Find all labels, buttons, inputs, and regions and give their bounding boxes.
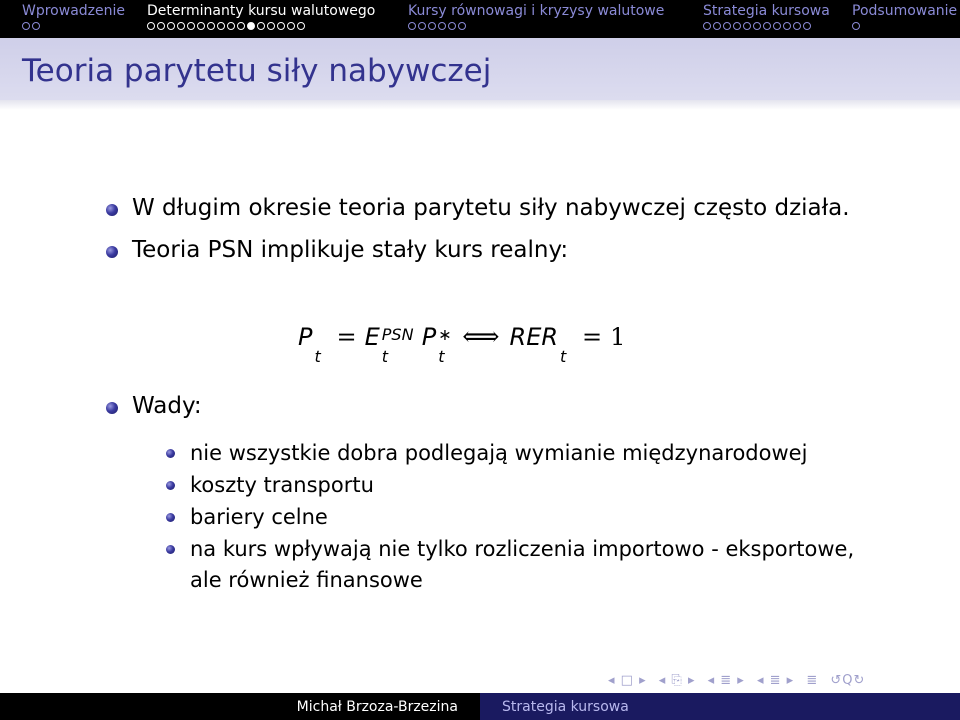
sub-bullet-text: na kurs wpływają nie tylko rozliczenia importowo - eksportowe,	[190, 537, 855, 561]
sub-bullet-icon	[166, 449, 175, 458]
bullet-text: W długim okresie teoria parytetu siły nabywczej często działa.	[132, 195, 850, 221]
nav-section-label[interactable]: Strategia kursowa	[703, 3, 830, 19]
frame-title-bar	[0, 38, 960, 100]
frame-dot[interactable]	[32, 22, 40, 30]
nav-section-dots	[703, 22, 813, 32]
frame-dot[interactable]	[713, 22, 721, 30]
frame-dot[interactable]	[763, 22, 771, 30]
eq-supsub: ∗ t	[438, 324, 452, 366]
eq-iff: ⟺	[462, 322, 500, 352]
frame-dot[interactable]	[157, 22, 165, 30]
frame-dot[interactable]	[177, 22, 185, 30]
sub-bullet-icon	[166, 545, 175, 554]
sub-bullet-icon	[166, 481, 175, 490]
eq-supsub: PSN t	[381, 324, 414, 366]
nav-section-dots	[852, 22, 862, 32]
frame-dot[interactable]	[257, 22, 265, 30]
frame-dot[interactable]	[438, 22, 446, 30]
nav-section-label[interactable]: Wprowadzenie	[22, 3, 125, 19]
frame-dot[interactable]	[277, 22, 285, 30]
eq-subscript: t	[560, 346, 567, 366]
footer-title-bar	[480, 693, 960, 720]
frame-dot[interactable]	[287, 22, 295, 30]
frame-dot[interactable]	[167, 22, 175, 30]
nav-section-dots	[408, 22, 468, 32]
frame-dot[interactable]	[247, 22, 255, 30]
frame-dot[interactable]	[267, 22, 275, 30]
frame-dot[interactable]	[147, 22, 155, 30]
section-navigation	[0, 0, 960, 38]
eq-rer: RER	[509, 323, 559, 351]
frame-dot[interactable]	[753, 22, 761, 30]
eq-subscript: t	[314, 346, 321, 366]
bullet-text: Teoria PSN implikuje stały kurs realny:	[132, 237, 569, 263]
frame-dot[interactable]	[733, 22, 741, 30]
nav-section-dots	[22, 22, 42, 32]
frame-dot[interactable]	[217, 22, 225, 30]
frame-dot[interactable]	[852, 22, 860, 30]
bullet-icon	[106, 402, 118, 414]
frame-dot[interactable]	[197, 22, 205, 30]
nav-section-label[interactable]: Kursy równowagi i kryzysy walutowe	[408, 3, 665, 19]
sub-bullet-text: nie wszystkie dobra podlegają wymianie międzynarodowej	[190, 441, 808, 465]
frame-dot[interactable]	[773, 22, 781, 30]
sub-bullet-text: koszty transportu	[190, 473, 374, 497]
sub-bullet-text: bariery celne	[190, 505, 328, 529]
sub-bullet-icon	[166, 513, 175, 522]
frame-dot[interactable]	[743, 22, 751, 30]
frame-dot[interactable]	[297, 22, 305, 30]
beamer-nav-symbols	[608, 672, 872, 690]
frame-dot[interactable]	[458, 22, 466, 30]
subsection-nav-icon[interactable]: ◂ ⎘ ▸	[658, 673, 696, 688]
eq-price: P	[298, 323, 313, 351]
bullet-icon	[106, 204, 118, 216]
nav-section-label[interactable]: Determinanty kursu walutowego	[147, 3, 376, 19]
frame-dot[interactable]	[408, 22, 416, 30]
frame-dot[interactable]	[187, 22, 195, 30]
frame-dot[interactable]	[448, 22, 456, 30]
frame-dot[interactable]	[703, 22, 711, 30]
frame-dot[interactable]	[723, 22, 731, 30]
frame-dot[interactable]	[237, 22, 245, 30]
footer-title: Strategia kursowa	[502, 699, 629, 715]
frame-dot[interactable]	[22, 22, 30, 30]
eq-foreign-price: P	[421, 323, 437, 351]
frame-dot[interactable]	[783, 22, 791, 30]
section-nav-icon[interactable]: ◂ ≣ ▸	[707, 673, 745, 688]
frame-dot[interactable]	[793, 22, 801, 30]
frame-dot[interactable]	[227, 22, 235, 30]
title-shadow	[0, 100, 960, 110]
subsection-list-nav-icon[interactable]: ◂ ≣ ▸	[756, 673, 795, 688]
eq-equals: =	[336, 323, 357, 351]
bullet-text: Wady:	[132, 393, 202, 419]
footer-author-bar	[0, 693, 480, 720]
frame-dot[interactable]	[803, 22, 811, 30]
eq-exchange-rate: E	[364, 323, 380, 351]
search-icon[interactable]: ↺Q↻	[830, 673, 866, 688]
bullet-icon	[106, 246, 118, 258]
psn-equation	[298, 317, 625, 367]
eq-one: 1	[610, 323, 626, 351]
frame-dot[interactable]	[207, 22, 215, 30]
frame-nav-icon[interactable]: ◂ □ ▸	[608, 673, 647, 688]
eq-equals: =	[582, 323, 603, 351]
footer-author: Michał Brzoza-Brzezina	[296, 699, 458, 715]
frame-dot[interactable]	[418, 22, 426, 30]
nav-section-label[interactable]: Podsumowanie	[852, 3, 958, 19]
nav-section-dots	[147, 22, 307, 32]
sub-bullet-text: ale również finansowe	[190, 568, 423, 592]
page-title: Teoria parytetu siły nabywczej	[22, 53, 492, 89]
frame-dot[interactable]	[428, 22, 436, 30]
toc-icon[interactable]: ≣	[806, 673, 819, 688]
